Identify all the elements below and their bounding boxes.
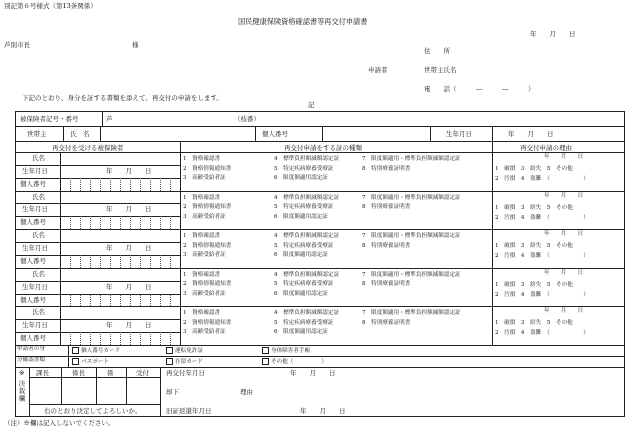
approval-side-label: 決裁欄 xyxy=(17,380,26,403)
person-number-field[interactable] xyxy=(62,295,178,305)
person-number-label: 個人番号 xyxy=(20,256,46,265)
section-cert-types: 再交付申請をする証の種類 xyxy=(284,144,362,152)
form-number: 別記第６号様式（第13条関係） xyxy=(4,2,97,10)
checkbox-icon[interactable] xyxy=(72,358,79,365)
cert-type-option[interactable]: 4 標準負担額減額認定証 xyxy=(274,271,340,278)
cert-type-option[interactable]: 4 標準負担額減額認定証 xyxy=(274,233,340,240)
cert-type-option[interactable]: 6 限度額適用認定証 xyxy=(274,329,328,336)
cert-type-option[interactable]: 2 資格情報通知書 xyxy=(183,319,232,326)
cert-type-option[interactable]: 1 資格確認書 xyxy=(183,233,221,240)
person-name-label: 氏名 xyxy=(32,308,45,317)
reason-line-2[interactable]: 2 汚損 4 盗難 （ ） xyxy=(495,253,589,260)
approval-footer: 右のとおり決定してよろしいか。 xyxy=(44,407,142,415)
cert-type-option[interactable]: 3 高齢受給者証 xyxy=(183,252,226,259)
return-date-label: 旧証返還年月日 xyxy=(166,407,212,415)
person-dob-field[interactable]: 年 月 日 xyxy=(106,282,152,291)
cert-type-option[interactable]: 5 特定疾病療養受療証 xyxy=(274,319,334,326)
cert-type-option[interactable]: 2 資格情報通知書 xyxy=(183,204,232,211)
person-name-field[interactable] xyxy=(64,308,178,317)
checkbox-icon[interactable] xyxy=(72,347,79,354)
id-doc-passport[interactable]: パスポート xyxy=(70,358,109,366)
addressee: 芦別市長 xyxy=(4,41,30,49)
applicant-label: 申請者 xyxy=(368,66,388,74)
issue-date-field[interactable]: 年 月 日 xyxy=(290,369,336,377)
cert-type-option[interactable]: 3 高齢受給者証 xyxy=(183,329,226,336)
cert-type-option[interactable]: 3 高齢受給者証 xyxy=(183,290,226,297)
cert-type-option[interactable]: 7 限度額適用・標準負担額減額認定証 xyxy=(362,156,461,162)
id-doc-license[interactable]: 運転免許証 xyxy=(164,347,203,355)
cert-type-option[interactable]: 4 標準負担額減額認定証 xyxy=(274,194,340,201)
person-dob-label: 生年月日 xyxy=(22,244,48,253)
reason-date-field[interactable]: 年 月 日 xyxy=(544,308,584,315)
section-reason: 再交付申請の理由 xyxy=(520,144,572,152)
addressee-honorific: 様 xyxy=(132,41,139,49)
person-number-field[interactable] xyxy=(62,333,178,343)
reason-line-1[interactable]: 1 破損 3 紛失 5 その他 xyxy=(495,243,573,250)
cert-type-option[interactable]: 5 特定疾病療養受療証 xyxy=(274,204,334,211)
rejection-label: 却下 xyxy=(166,388,179,396)
cert-type-option[interactable]: 7 限度額適用・標準負担額減額認定証 xyxy=(362,233,461,240)
cert-type-option[interactable]: 3 高齢受給者証 xyxy=(183,213,226,220)
cert-type-option[interactable]: 4 標準負担額減額認定証 xyxy=(274,156,340,162)
person-dob-label: 生年月日 xyxy=(22,166,48,175)
approval-col-chief: 係長 xyxy=(72,369,85,377)
person-number-label: 個人番号 xyxy=(20,334,46,343)
approval-col-reception: 受付 xyxy=(136,369,149,377)
reason-date-field[interactable]: 年 月 日 xyxy=(544,192,584,199)
address-label[interactable]: 住 所 xyxy=(424,47,450,55)
person-number-label: 個人番号 xyxy=(20,179,46,188)
rejection-reason-label: 理由 xyxy=(240,388,253,396)
householder-dob-field[interactable]: 年 月 日 xyxy=(508,130,554,138)
reason-line-1[interactable]: 1 破損 3 紛失 5 その他 xyxy=(495,204,573,211)
insured-symbol-field[interactable]: 芦 xyxy=(106,115,113,123)
footnote: （注）※欄は記入しないでください。 xyxy=(4,419,115,427)
person-name-label: 氏名 xyxy=(32,192,45,201)
section-insured: 再交付を受ける被保険者 xyxy=(52,144,124,152)
checkbox-icon[interactable] xyxy=(166,358,173,365)
cert-type-option[interactable]: 8 特別療養証明書 xyxy=(362,281,411,288)
branch-number-label: （枝番） xyxy=(234,115,260,123)
cert-type-option[interactable]: 6 限度額適用認定証 xyxy=(274,290,328,297)
householder-dob-label: 生年月日 xyxy=(446,130,472,138)
person-dob-label: 生年月日 xyxy=(22,205,48,214)
intro-text: 下記のとおり、身分を証する書類を添えて、再交付の申請をします。 xyxy=(22,94,223,102)
cert-type-option[interactable]: 7 限度額適用・標準負担額減額認定証 xyxy=(362,194,461,201)
person-dob-field[interactable]: 年 月 日 xyxy=(106,166,152,175)
cert-type-option[interactable]: 8 特別療養証明書 xyxy=(362,204,411,211)
person-name-label: 氏名 xyxy=(32,231,45,240)
householder-personal-number-field[interactable] xyxy=(326,131,426,139)
person-dob-field[interactable]: 年 月 日 xyxy=(106,205,152,214)
cert-type-option[interactable]: 7 限度額適用・標準負担額減額認定証 xyxy=(362,271,461,278)
householder-name-field[interactable] xyxy=(104,131,252,139)
person-name-field[interactable] xyxy=(64,193,178,202)
cert-type-option[interactable]: 7 限度額適用・標準負担額減額認定証 xyxy=(362,310,461,317)
id-doc-other[interactable]: その他（ ） xyxy=(260,358,327,366)
cert-type-option[interactable]: 1 資格確認書 xyxy=(183,271,221,278)
person-number-label: 個人番号 xyxy=(20,218,46,227)
person-number-label: 個人番号 xyxy=(20,295,46,304)
phone-label[interactable]: 電 話（ ― ― ） xyxy=(424,85,535,93)
form-title: 国民健康保険資格確認書等再交付申請書 xyxy=(238,17,368,26)
person-name-label: 氏名 xyxy=(32,269,45,278)
reason-line-2[interactable]: 2 汚損 4 盗難 （ ） xyxy=(495,176,589,182)
cert-type-option[interactable]: 2 資格情報通知書 xyxy=(183,281,232,288)
cert-type-option[interactable]: 5 特定疾病療養受療証 xyxy=(274,165,334,172)
cert-type-option[interactable]: 8 特別療養証明書 xyxy=(362,165,411,172)
approval-col-manager: 課長 xyxy=(36,369,49,377)
cert-type-option[interactable]: 6 限度額適用認定証 xyxy=(274,175,328,181)
cert-type-option[interactable]: 6 限度額適用認定証 xyxy=(274,213,328,220)
reason-date-field[interactable]: 年 月 日 xyxy=(544,269,584,276)
cert-type-option[interactable]: 4 標準負担額減額認定証 xyxy=(274,310,340,317)
person-dob-label: 生年月日 xyxy=(22,282,48,291)
cert-type-option[interactable]: 2 資格情報通知書 xyxy=(183,165,232,172)
approval-col-staff: 係 xyxy=(107,369,114,377)
cert-type-option[interactable]: 5 特定疾病療養受療証 xyxy=(274,281,334,288)
cert-type-option[interactable]: 6 限度額適用認定証 xyxy=(274,252,328,259)
reason-line-2[interactable]: 2 汚損 4 盗難 （ ） xyxy=(495,214,589,221)
person-number-field[interactable] xyxy=(62,179,178,189)
reason-date-field[interactable]: 年 月 日 xyxy=(544,231,584,238)
checkbox-icon[interactable] xyxy=(166,347,173,354)
reason-line-1[interactable]: 1 破損 3 紛失 5 その他 xyxy=(495,320,573,327)
cert-type-option[interactable]: 1 資格確認書 xyxy=(183,310,221,317)
id-doc-residence[interactable]: 在留カード xyxy=(164,358,203,366)
id-docs-label-1: 申請者の身 xyxy=(17,346,45,352)
person-name-field[interactable] xyxy=(64,154,178,163)
cert-type-option[interactable]: 8 特別療養証明書 xyxy=(362,242,411,249)
issue-date-label: 再交付年月日 xyxy=(166,369,205,377)
checkbox-icon[interactable] xyxy=(262,358,269,365)
return-date-field[interactable]: 年 月 日 xyxy=(300,407,346,415)
householder-name-label-cell: 氏 名 xyxy=(70,130,90,138)
insured-symbol-label: 被保険者記号・番号 xyxy=(20,115,79,123)
application-date[interactable]: 年 月 日 xyxy=(530,30,576,38)
cert-type-option[interactable]: 5 特定疾病療養受療証 xyxy=(274,242,334,249)
householder-personal-number-label: 個人番号 xyxy=(262,130,288,138)
reason-line-1[interactable]: 1 破損 3 紛失 5 その他 xyxy=(495,166,573,172)
cert-type-option[interactable]: 1 資格確認書 xyxy=(183,194,221,201)
id-doc-disability[interactable]: 身体障害者手帳 xyxy=(260,347,310,355)
ki-mark: 記 xyxy=(308,101,315,109)
cert-type-option[interactable]: 8 特別療養証明書 xyxy=(362,319,411,326)
householder-name-label[interactable]: 世帯主氏名 xyxy=(424,66,457,74)
cert-type-option[interactable]: 2 資格情報通知書 xyxy=(183,242,232,249)
person-dob-label: 生年月日 xyxy=(22,321,48,330)
cert-type-option[interactable]: 1 資格確認書 xyxy=(183,156,221,162)
person-dob-field[interactable]: 年 月 日 xyxy=(106,321,152,330)
householder-label: 世帯主 xyxy=(27,130,47,138)
reason-line-1[interactable]: 1 破損 3 紛失 5 その他 xyxy=(495,281,573,288)
person-number-field[interactable] xyxy=(62,256,178,266)
approval-marker: ※ xyxy=(19,369,25,377)
person-name-label: 氏名 xyxy=(32,154,45,162)
person-name-field[interactable] xyxy=(64,231,178,240)
reason-date-field[interactable]: 年 月 日 xyxy=(544,154,584,160)
checkbox-icon[interactable] xyxy=(262,347,269,354)
cert-type-option[interactable]: 3 高齢受給者証 xyxy=(183,175,226,181)
id-doc-mynumber[interactable]: 個人番号カード xyxy=(70,347,120,355)
reason-line-2[interactable]: 2 汚損 4 盗難 （ ） xyxy=(495,330,589,337)
person-dob-field[interactable]: 年 月 日 xyxy=(106,244,152,253)
person-number-field[interactable] xyxy=(62,217,178,227)
id-docs-label-2: 分確認書類 xyxy=(17,357,45,363)
reason-line-2[interactable]: 2 汚損 4 盗難 （ ） xyxy=(495,291,589,298)
person-name-field[interactable] xyxy=(64,270,178,279)
